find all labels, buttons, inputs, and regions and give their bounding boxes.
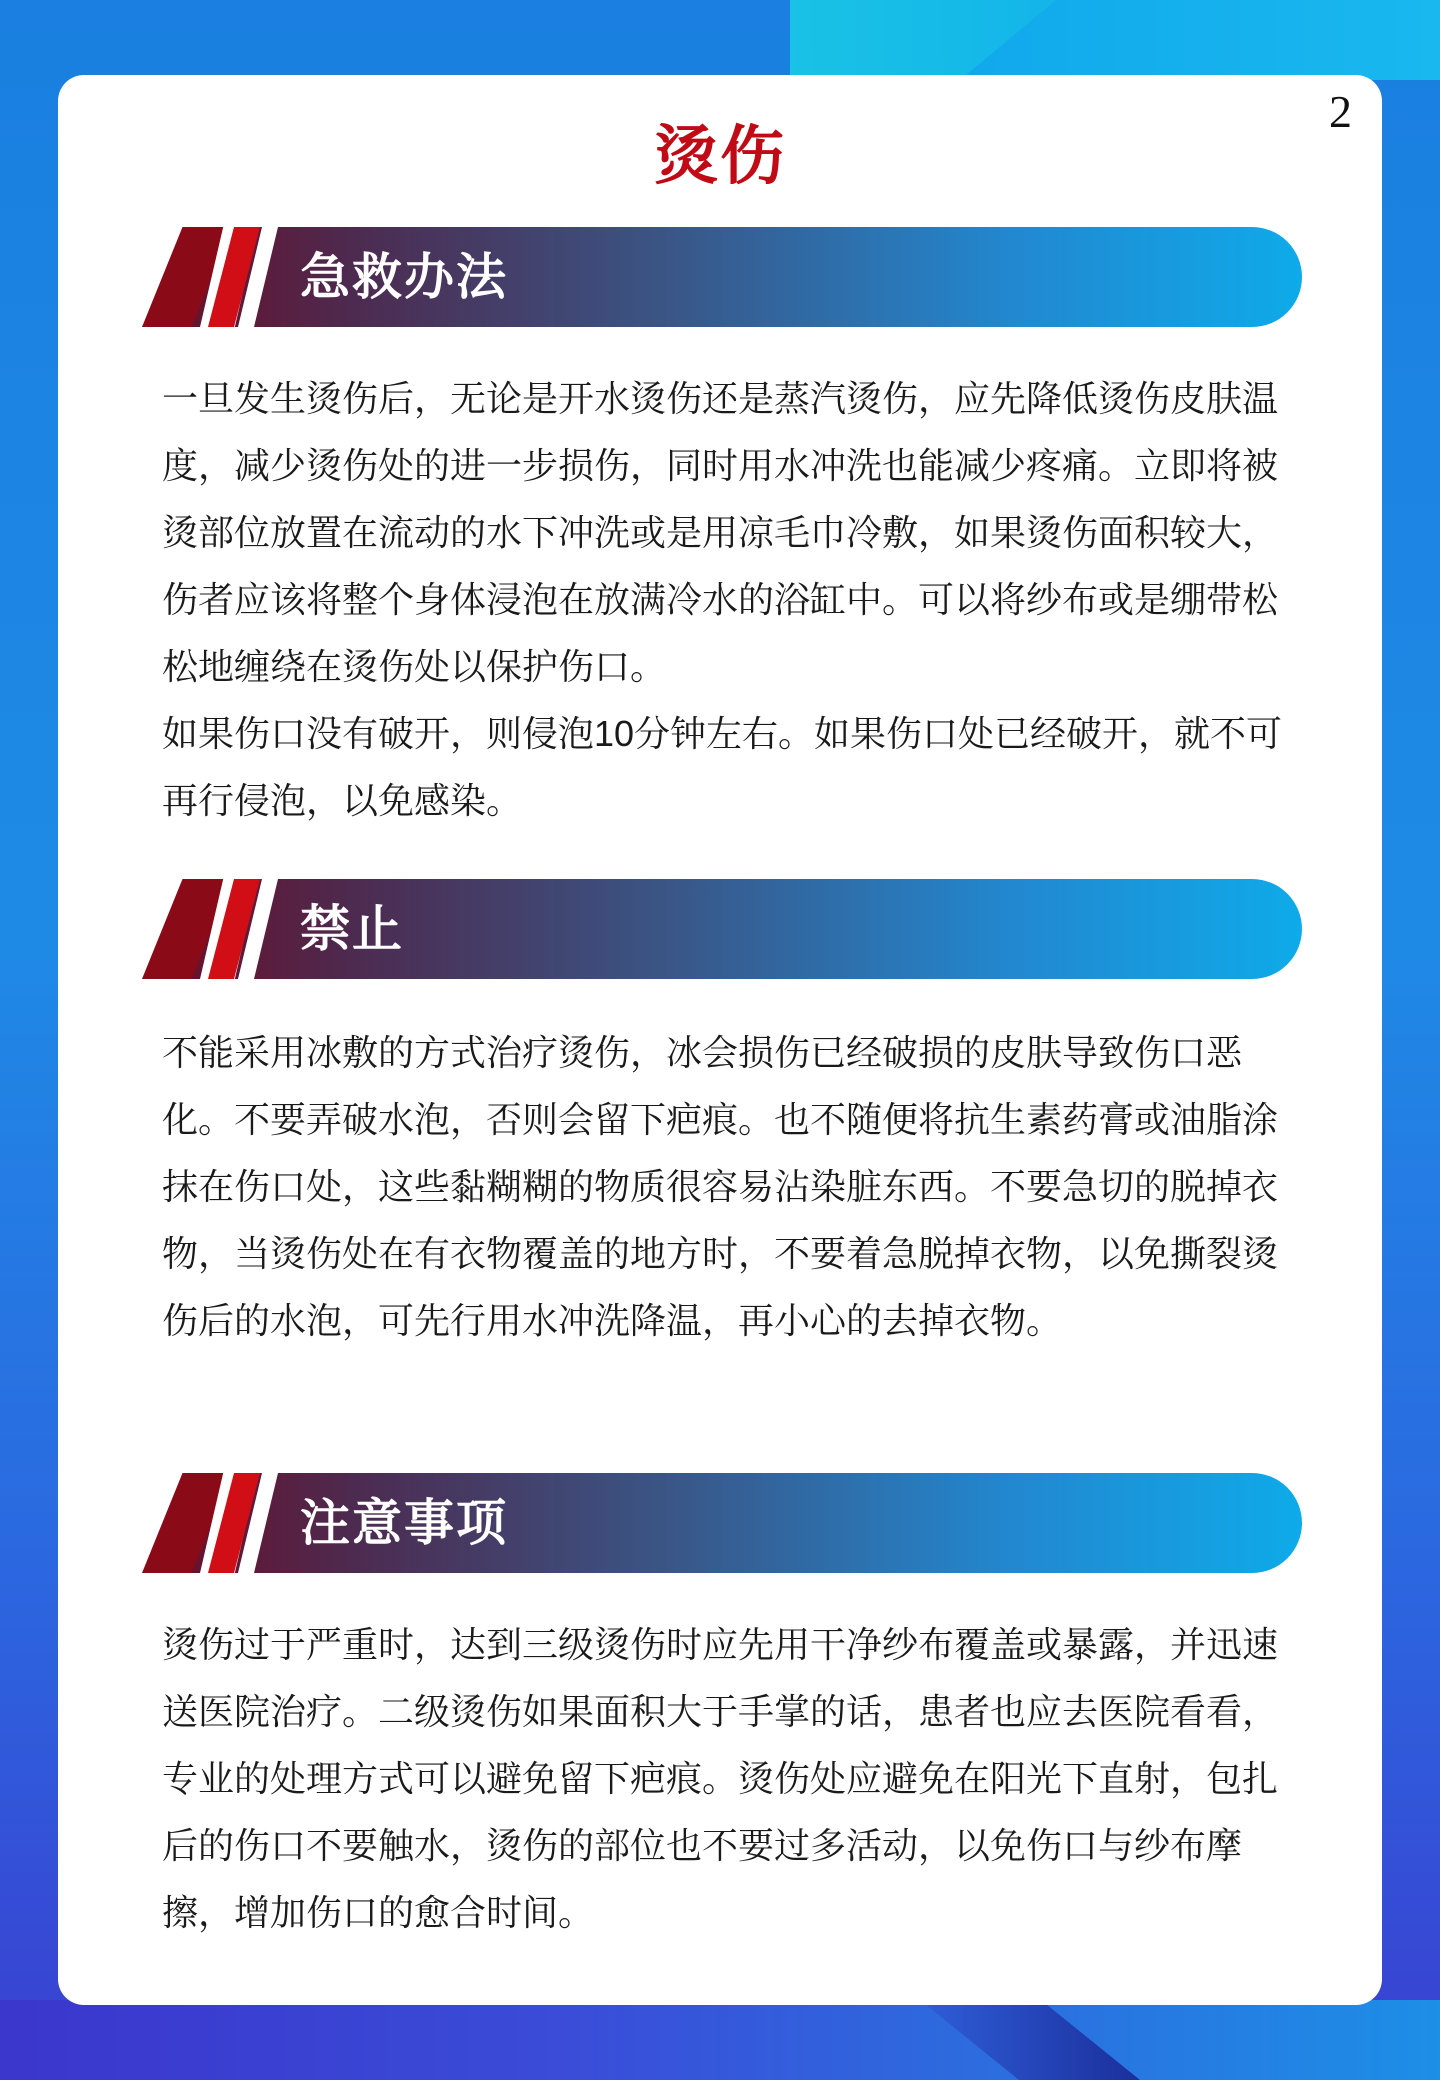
- section-paragraph: 如果伤口没有破开，则侵泡10分钟左右。如果伤口处已经破开，就不可再行侵泡，以免感染。: [162, 713, 1283, 821]
- section-title: 急救办法: [300, 249, 508, 305]
- section-title: 注意事项: [300, 1495, 508, 1551]
- section-paragraph: 烫伤过于严重时，达到三级烫伤时应先用干净纱布覆盖或暴露，并迅速送医院治疗。二级烫伤如果面积大于手掌的话，患者也应去医院看看，专业的处理方式可以避免留下疤痕。烫伤处应避免在阳光下直射，包扎后的伤口不要触水，烫伤的部位也不要过多活动，以免伤口与纱布摩擦，增加伤口的愈合时间。: [162, 1624, 1279, 1933]
- section-body-first-aid: [162, 365, 1287, 834]
- content-card: [58, 75, 1382, 2005]
- section-body-prohibited: [162, 1019, 1287, 1354]
- section-paragraph: 不能采用冰敷的方式治疗烫伤，冰会损伤已经破损的皮肤导致伤口恶化。不要弄破水泡，否则会留下疤痕。也不随便将抗生素药膏或油脂涂抹在伤口处，这些黏糊糊的物质很容易沾染脏东西。不要急切的脱掉衣物，当烫伤处在有衣物覆盖的地方时，不要着急脱掉衣物，以免撕裂烫伤后的水泡，可先行用水冲洗降温，再小心的去掉衣物。: [162, 1032, 1279, 1341]
- section-header-first-aid: [142, 227, 1302, 327]
- section-body-precautions: [162, 1611, 1287, 1946]
- section-header-precautions: [142, 1473, 1302, 1573]
- section-title: 禁止: [300, 901, 404, 957]
- section-paragraph: 一旦发生烫伤后，无论是开水烫伤还是蒸汽烫伤，应先降低烫伤皮肤温度，减少烫伤处的进一步损伤，同时用水冲洗也能减少疼痛。立即将被烫部位放置在流动的水下冲洗或是用凉毛巾冷敷，如果烫伤面积较大，伤者应该将整个身体浸泡在放满冷水的浴缸中。可以将纱布或是绷带松松地缠绕在烫伤处以保护伤口。: [162, 378, 1279, 687]
- section-header-prohibited: [142, 879, 1302, 979]
- page-title: 烫伤: [58, 105, 1382, 197]
- background-stripe-bottom: [0, 2000, 1440, 2080]
